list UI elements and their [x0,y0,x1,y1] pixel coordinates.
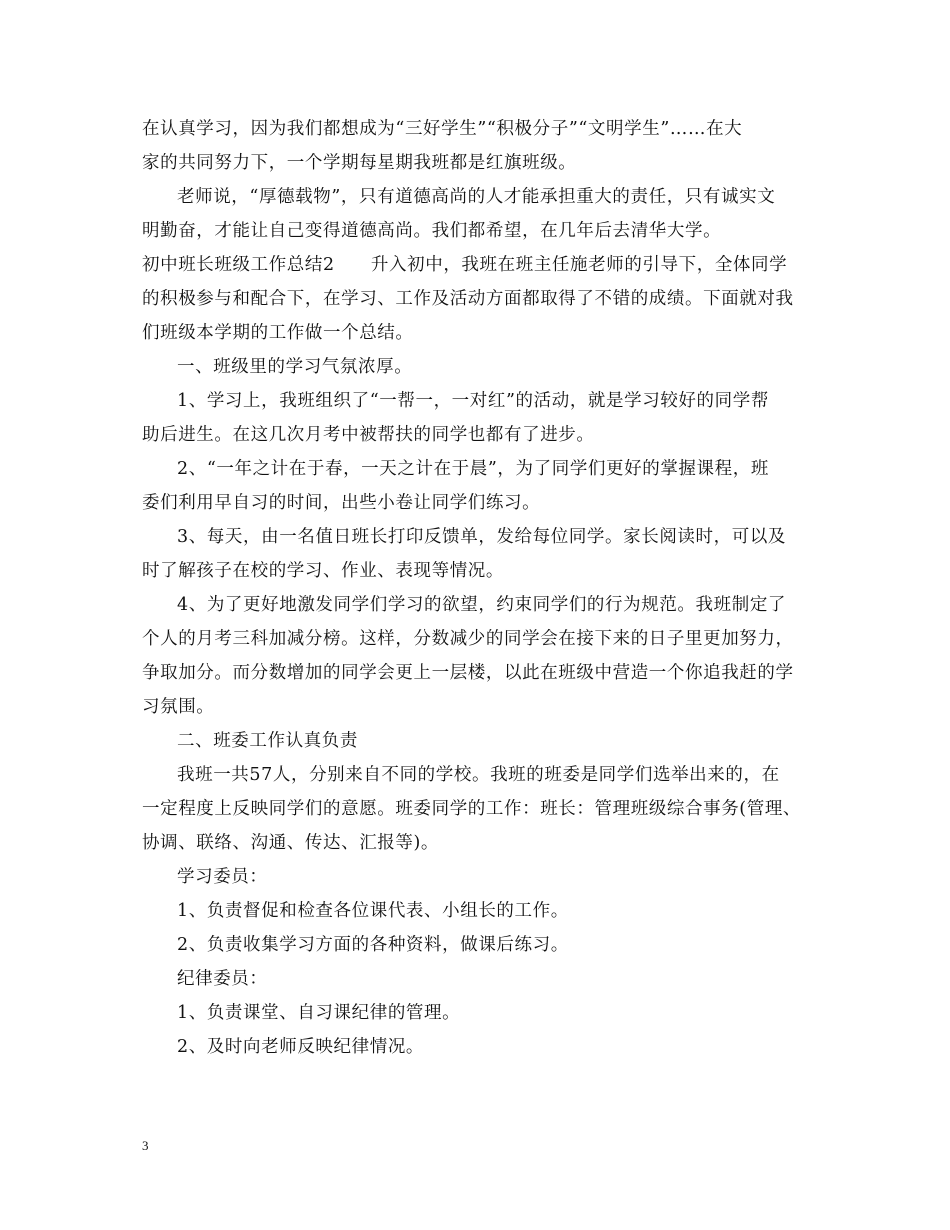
text-line: 习氛围。 [142,697,215,717]
document-body [142,112,814,1064]
text-line: 4、为了更好地激发同学们学习的欲望，约束同学们的行为规范。我班制定了 [177,595,787,615]
text-line: 委们利用早自习的时间，出些小卷让同学们练习。 [142,493,541,513]
text-line: 助后进生。在这几次月考中被帮扶的同学也都有了进步。 [142,425,595,445]
text-line: 争取加分。而分数增加的同学会更上一层楼，以此在班级中营造一个你追我赶的学 [142,663,794,683]
text-line: 协调、联络、沟通、传达、汇报等)。 [142,833,440,853]
list-item-line: 1、负责督促和检查各位课代表、小组长的工作。 [177,901,569,921]
text-line: 2、“一年之计在于春，一天之计在于晨”，为了同学们更好的掌握课程，班 [177,459,769,479]
text-line: 在认真学习，因为我们都想成为“三好学生”“积极分子”“文明学生”……在大 [142,119,743,139]
subheading-line: 纪律委员： [177,969,268,989]
text-line: 明勤奋，才能让自己变得道德高尚。我们都希望，在几年后去清华大学。 [142,221,722,241]
text-line: 我班一共57人，分别来自不同的学校。我班的班委是同学们选举出来的，在 [177,765,780,785]
text-line: 一定程度上反映同学们的意愿。班委同学的工作：班长：管理班级综合事务(管理、 [142,799,802,819]
list-item-line: 1、负责课堂、自习课纪律的管理。 [177,1003,461,1023]
text-line: 老师说，“厚德载物”，只有道德高尚的人才能承担重大的责任，只有诚实文 [177,187,776,207]
text-line: 1、学习上，我班组织了“一帮一，一对红”的活动，就是学习较好的同学帮 [177,391,769,411]
text-line: 的积极参与和配合下，在学习、工作及活动方面都取得了不错的成绩。下面就对我 [142,289,794,309]
list-item-line: 2、及时向老师反映纪律情况。 [177,1037,425,1057]
section-title-line: 初中班长班级工作总结2 升入初中，我班在班主任施老师的引导下，全体同学 [142,255,788,275]
text-line: 个人的月考三科加减分榜。这样，分数减少的同学会在接下来的日子里更加努力， [142,629,794,649]
page-number: 3 [142,1138,149,1153]
text-line: 们班级本学期的工作做一个总结。 [142,323,414,343]
text-line: 家的共同努力下，一个学期每星期我班都是红旗班级。 [142,153,577,173]
subheading-line: 学习委员： [177,867,268,887]
heading-line: 二、班委工作认真负责 [177,731,358,751]
text-line: 时了解孩子在校的学习、作业、表现等情况。 [142,561,504,581]
list-item-line: 2、负责收集学习方面的各种资料，做课后练习。 [177,935,569,955]
heading-line: 一、班级里的学习气氛浓厚。 [177,357,413,377]
text-line: 3、每天，由一名值日班长打印反馈单，发给每位同学。家长阅读时，可以及 [177,527,787,547]
